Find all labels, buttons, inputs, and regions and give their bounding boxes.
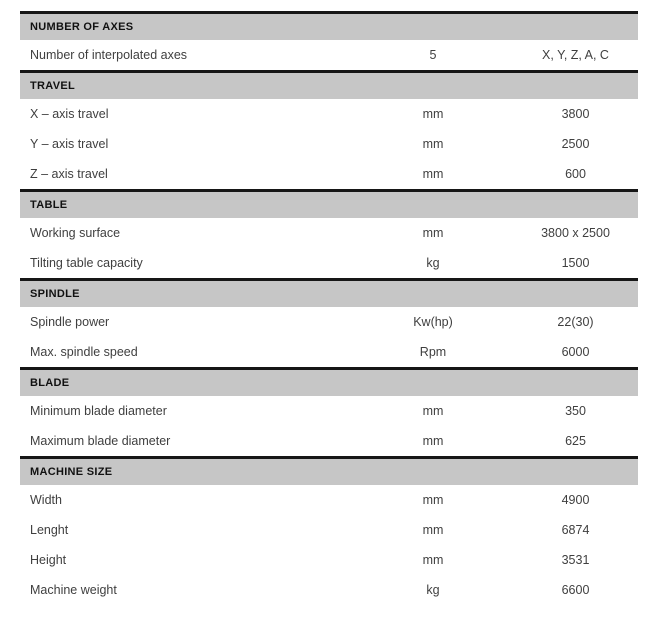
row-label: Maximum blade diameter (30, 434, 171, 448)
row-value: 1500 (561, 256, 590, 270)
row-value: 22(30) (557, 315, 594, 329)
table-row (20, 426, 638, 456)
table-row (20, 485, 638, 515)
table-row (20, 545, 638, 575)
row-value: X, Y, Z, A, C (542, 48, 609, 62)
row-label: Height (30, 553, 67, 567)
section-table (20, 189, 638, 278)
table-row (20, 575, 638, 605)
row-unit: kg (426, 583, 440, 597)
row-value: 625 (565, 434, 586, 448)
row-value: 2500 (561, 137, 590, 151)
row-unit: kg (426, 256, 440, 270)
section-travel (20, 70, 638, 189)
section-header: TRAVEL (20, 73, 638, 99)
row-value: 6000 (561, 345, 590, 359)
row-unit: mm (422, 553, 444, 567)
table-row (20, 99, 638, 129)
section-header: NUMBER OF AXES (20, 14, 638, 40)
row-unit: Kw(hp) (413, 315, 453, 329)
row-unit: mm (422, 107, 444, 121)
row-label: Working surface (30, 226, 121, 240)
table-row (20, 515, 638, 545)
row-label: Max. spindle speed (30, 345, 138, 359)
row-value: 3800 x 2500 (541, 226, 610, 240)
row-label: Minimum blade diameter (30, 404, 167, 418)
row-label: Number of interpolated axes (30, 48, 188, 62)
table-row (20, 129, 638, 159)
row-label: Width (30, 493, 62, 507)
section-blade (20, 367, 638, 456)
table-row (20, 159, 638, 189)
row-unit: 5 (429, 48, 437, 62)
table-row (20, 337, 638, 367)
table-row (20, 218, 638, 248)
section-header: BLADE (20, 370, 638, 396)
row-value: 3800 (561, 107, 590, 121)
row-value: 6874 (561, 523, 590, 537)
row-label: Z – axis travel (30, 167, 108, 181)
row-label: Lenght (30, 523, 69, 537)
table-row (20, 307, 638, 337)
row-label: X – axis travel (30, 107, 109, 121)
row-label: Tilting table capacity (30, 256, 143, 270)
machine-spec-table (20, 11, 638, 605)
table-row (20, 248, 638, 278)
row-value: 6600 (561, 583, 590, 597)
table-row (20, 396, 638, 426)
row-value: 4900 (561, 493, 590, 507)
section-spindle (20, 278, 638, 367)
section-number-of-axes (20, 11, 638, 70)
row-unit: mm (422, 137, 444, 151)
section-header: SPINDLE (20, 281, 638, 307)
row-unit: mm (422, 434, 444, 448)
row-label: Machine weight (30, 583, 117, 597)
row-unit: mm (422, 226, 444, 240)
row-value: 3531 (561, 553, 590, 567)
row-value: 600 (565, 167, 586, 181)
table-row (20, 40, 638, 70)
section-machine-size (20, 456, 638, 605)
row-unit: mm (422, 523, 444, 537)
row-unit: Rpm (419, 345, 447, 359)
row-value: 350 (565, 404, 586, 418)
row-label: Spindle power (30, 315, 110, 329)
row-unit: mm (422, 167, 444, 181)
section-header: TABLE (20, 192, 638, 218)
row-label: Y – axis travel (30, 137, 109, 151)
section-header: MACHINE SIZE (20, 459, 638, 485)
row-unit: mm (422, 493, 444, 507)
row-unit: mm (422, 404, 444, 418)
